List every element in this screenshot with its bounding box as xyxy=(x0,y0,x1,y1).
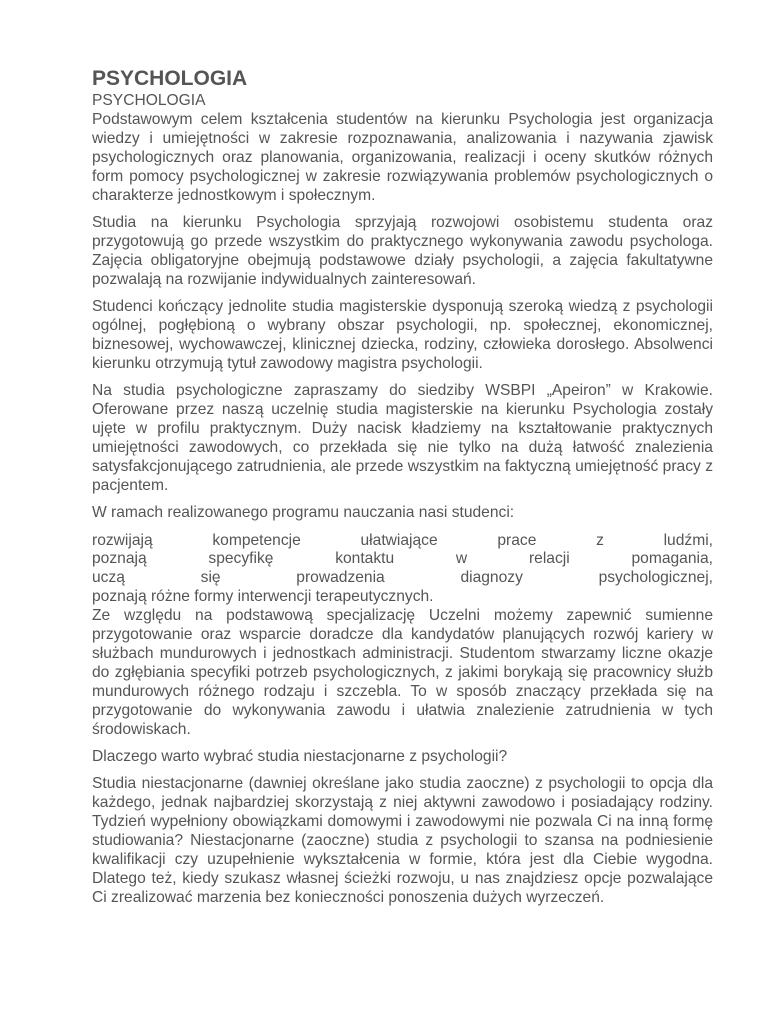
list-item: uczą się prowadzenia diagnozy psychologicznej, xyxy=(92,569,713,587)
paragraph-invitation: Na studia psychologiczne zapraszamy do siedziby WSBPI „Apeiron” w Krakowie. Oferowane przez naszą uczelnię studia magisterskie na kierunku Psychologia zostały ujęte w profilu praktycznym. Duży nacisk kładziemy na kształtowanie praktycznych umiejętności zawodowych, co przekłada się nie tylko na dużą łatwość znalezienia satysfakcjonującego zatrudnienia, ale przede wszystkim na faktyczną umiejętność pracy z pacjentem. xyxy=(92,382,713,494)
paragraph-graduates: Studenci kończący jednolite studia magisterskie dysponują szeroką wiedzą z psychologii ogólnej, pogłębioną o wybrany obszar psychologii, np. społecznej, ekonomicznej, biznesowej, wychowawczej, klinicznej dziecka, rodziny, człowieka dorosłego. Absolwenci kierunku otrzymują tytuł zawodowy magistra psychologii. xyxy=(92,298,713,372)
document-page xyxy=(92,66,713,916)
document-subtitle: PSYCHOLOGIA xyxy=(92,92,206,109)
paragraph-part-time: Studia niestacjonarne (dawniej określane jako studia zaoczne) z psychologii to opcja dla każdego, jednak najbardziej skorzystają z niej aktywni zawodowo i posiadający rodziny. Tydzień wypełniony obowiązkami domowymi i zawodowymi nie pozwala Ci na inną formę studiowania? Niestacjonarne (zaoczne) studia z psychologii to szansa na podniesienie kwalifikacji czy uzupełnienie wykształcenia w formie, która jest dla Ciebie wygodna. Dlatego też, kiedy szukasz własnej ścieżki rozwoju, u nas znajdziesz opcje pozwalające Ci zrealizować marzenia bez konieczności ponoszenia dużych wyrzeczeń. xyxy=(92,775,713,906)
program-list xyxy=(92,532,713,608)
list-item: poznają różne formy interwencji terapeutycznych. xyxy=(92,588,434,606)
paragraph-program-intro: W ramach realizowanego programu nauczania nasi studenci: xyxy=(92,504,515,522)
list-item: poznają specyfikę kontaktu w relacji pomagania, xyxy=(92,550,713,568)
paragraph-intro: Podstawowym celem kształcenia studentów na kierunku Psychologia jest organizacja wiedzy i umiejętności w zakresie rozpoznawania, analizowania i nazywania zjawisk psychologicznych oraz planowania, organizowania, realizacji i oceny skutków różnych form pomocy psychologicznej w zakresie rozwiązywania problemów psychologicznych o charakterze jednostkowym i społecznym. xyxy=(92,110,713,204)
paragraph-studies: Studia na kierunku Psychologia sprzyjają rozwojowi osobistemu studenta oraz przygotowują go przede wszystkim do praktycznego wykonywania zawodu psychologa. Zajęcia obligatoryjne obejmują podstawowe działy psychologii, a zajęcia fakultatywne pozwalają na rozwijanie indywidualnych zainteresowań. xyxy=(92,213,713,288)
document-title: PSYCHOLOGIA xyxy=(92,67,248,90)
list-item: rozwijają kompetencje ułatwiające prace z ludźmi, xyxy=(92,531,713,549)
paragraph-specialization: Ze względu na podstawową specjalizację Uczelni możemy zapewnić sumienne przygotowanie oraz wsparcie doradcze dla kandydatów planujących rozwój kariery w służbach mundurowych i jednostkach administracji. Studentom stwarzamy liczne okazje do zgłębiania specyfiki potrzeb psychologicznych, z jakimi borykają się pracownicy służb mundurowych różnego rodzaju i szczebla. To w sposób znaczący przekłada się na przygotowanie do wykonywania zawodu i ułatwia znalezienie zatrudnienia w tych środowiskach. xyxy=(92,607,713,738)
paragraph-question: Dlaczego warto wybrać studia niestacjonarne z psychologii? xyxy=(92,748,508,765)
